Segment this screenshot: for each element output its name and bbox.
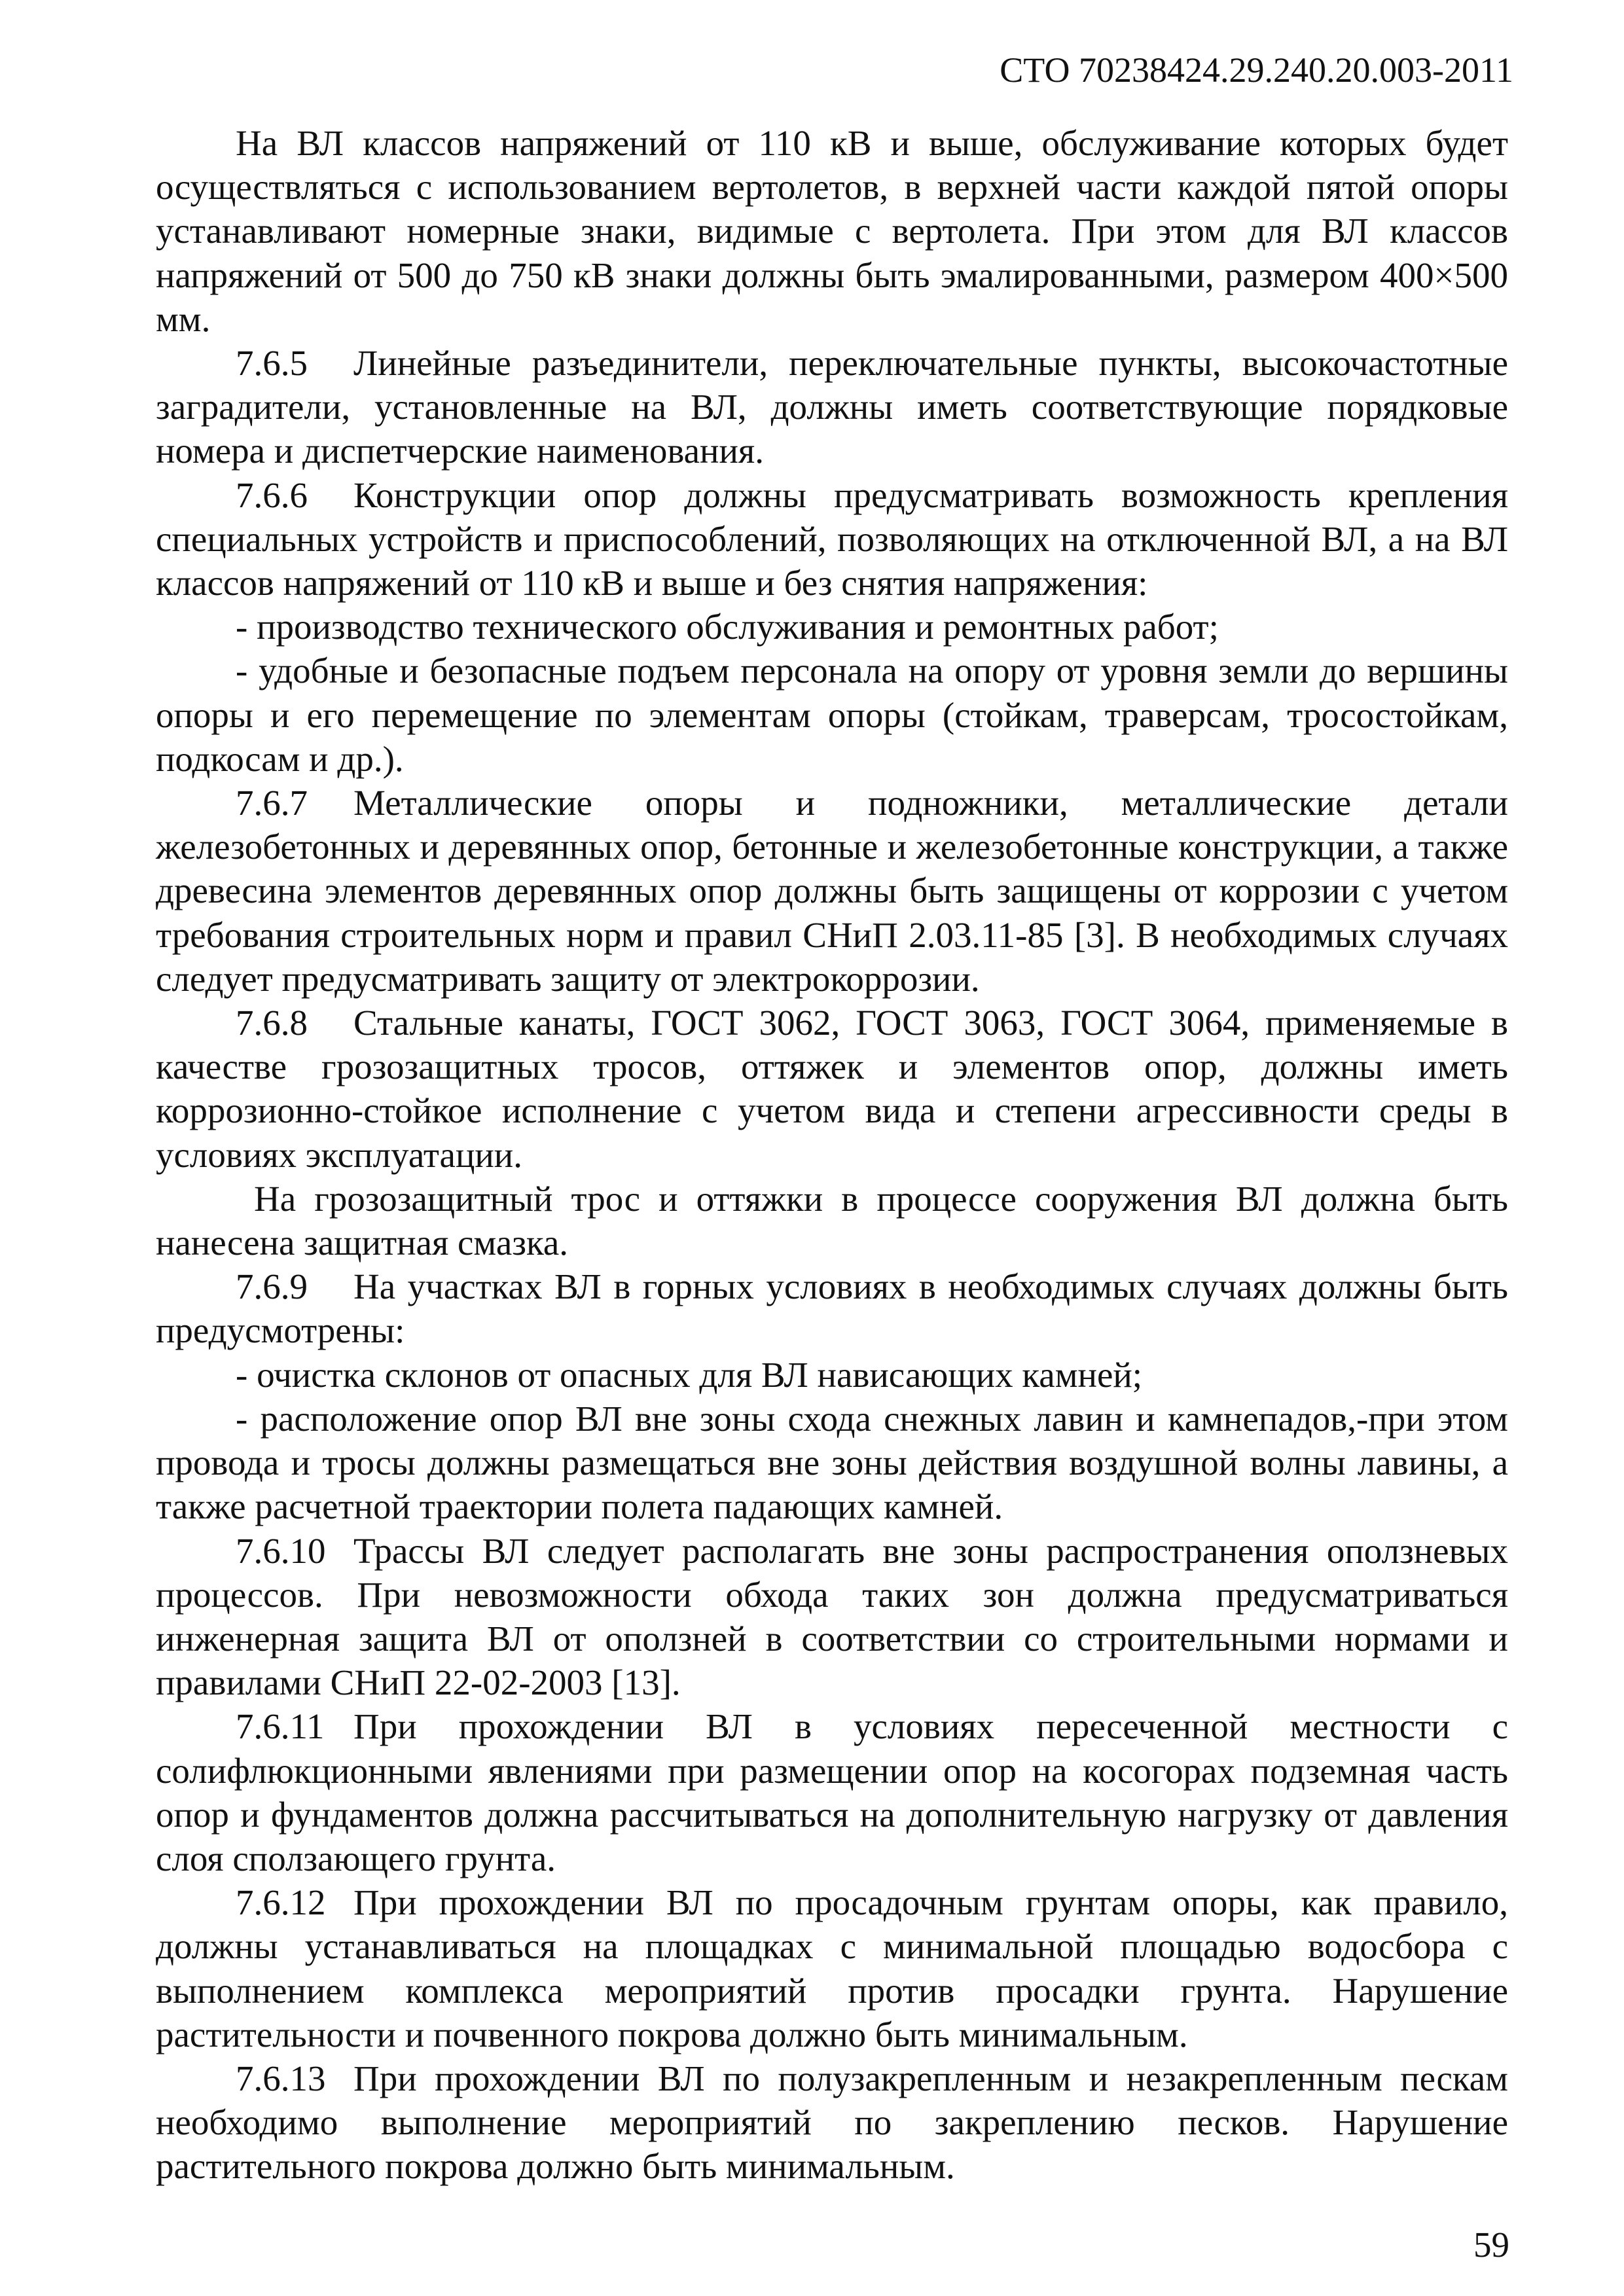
list-item-text: - удобные и безопасные подъем персонала на опору от уровня земли до вершины опоры и его перемещение по элементам опоры (стойкам, траверсам, тросостойкам, подкосам и др.).	[156, 651, 1508, 779]
list-item	[156, 649, 1508, 781]
clause-7-6-9	[156, 1265, 1508, 1352]
document-body	[156, 121, 1508, 2189]
clause-text: При прохождении ВЛ по полузакрепленным и незакрепленным пескам необходимо выполнение мероприятий по закреплению песков. Нарушение растительного покрова должно быть минимальным.	[156, 2058, 1508, 2187]
clause-7-6-8	[156, 1001, 1508, 1177]
clause-7-6-13	[156, 2056, 1508, 2189]
list-item	[156, 1397, 1508, 1529]
list-item	[156, 605, 1508, 649]
clause-text: Трассы ВЛ следует располагать вне зоны распространения оползневых процессов. При невозможности обхода таких зон должна предусматриваться инженерная защита ВЛ от оползней в соответствии со строительными нормами и правилами СНиП 22-02-2003 [13].	[156, 1530, 1508, 1703]
document-code-header: СТО 70238424.29.240.20.003-2011	[1000, 50, 1513, 90]
clause-text: При прохождении ВЛ в условиях пересеченной местности с солифлюкционными явлениями при размещении опор на косогорах подземная часть опор и фундаментов должна рассчитываться на дополнительную нагрузку от давления слоя сползающего грунта.	[156, 1706, 1508, 1878]
clause-number: 7.6.13	[236, 2058, 326, 2098]
clause-number: 7.6.5	[236, 343, 308, 384]
clause-number: 7.6.10	[236, 1530, 326, 1571]
page-number: 59	[1473, 2225, 1509, 2265]
clause-text: Стальные канаты, ГОСТ 3062, ГОСТ 3063, ГОСТ 3064, применяемые в качестве грозозащитных тросов, оттяжек и элементов опор, должны иметь коррозионно-стойкое исполнение с учетом вида и степени агрессивности среды в условиях эксплуатации.	[156, 1003, 1508, 1175]
clause-7-6-5	[156, 341, 1508, 473]
paragraph-helicopter-markers	[156, 121, 1508, 341]
clause-number: 7.6.8	[236, 1003, 308, 1043]
clause-number: 7.6.11	[236, 1706, 325, 1747]
clause-7-6-6	[156, 473, 1508, 605]
clause-text: При прохождении ВЛ по просадочным грунтам опоры, как правило, должны устанавливаться на площадках с минимальной площадью водосбора с выполнением комплекса мероприятий против просадки грунта. Нарушение растительности и почвенного покрова должно быть минимальным.	[156, 1882, 1508, 2054]
list-item-text: - производство технического обслуживания и ремонтных работ;	[236, 607, 1219, 647]
clause-number: 7.6.12	[236, 1882, 326, 1923]
clause-7-6-10	[156, 1529, 1508, 1705]
clause-number: 7.6.9	[236, 1266, 308, 1307]
paragraph-protective-grease	[156, 1177, 1508, 1265]
clause-7-6-12	[156, 1880, 1508, 2056]
clause-text: Металлические опоры и подножники, металлические детали железобетонных и деревянных опор, бетонные и железобетонные конструкции, а также древесина элементов деревянных опор должны быть защищены от коррозии с учетом требования строительных норм и правил СНиП 2.03.11-85 [3]. В необходимых случаях следует предусматривать защиту от электрокоррозии.	[156, 783, 1508, 999]
clause-7-6-11	[156, 1704, 1508, 1880]
paragraph-text: На грозозащитный трос и оттяжки в процессе сооружения ВЛ должна быть нанесена защитная смазка.	[156, 1178, 1508, 1263]
clause-number: 7.6.6	[236, 475, 308, 515]
list-item	[156, 1353, 1508, 1397]
clause-number: 7.6.7	[236, 783, 308, 823]
list-item-text: - очистка склонов от опасных для ВЛ нависающих камней;	[236, 1354, 1143, 1395]
paragraph-text: На ВЛ классов напряжений от 110 кВ и выше, обслуживание которых будет осуществляться с использованием вертолетов, в верхней части каждой пятой опоры устанавливают номерные знаки, видимые с вертолета. При этом для ВЛ классов напряжений от 500 до 750 кВ знаки должны быть эмалированными, размером 400×500 мм.	[156, 123, 1508, 339]
clause-7-6-7	[156, 781, 1508, 1001]
clause-text: На участках ВЛ в горных условиях в необходимых случаях должны быть предусмотрены:	[156, 1266, 1508, 1351]
clause-text: Линейные разъединители, переключательные пункты, высокочастотные заградители, установленные на ВЛ, должны иметь соответствующие порядковые номера и диспетчерские наименования.	[156, 343, 1508, 471]
list-item-text: - расположение опор ВЛ вне зоны схода снежных лавин и камнепадов,-при этом провода и тросы должны размещаться вне зоны действия воздушной волны лавины, а также расчетной траектории полета падающих камней.	[156, 1398, 1508, 1527]
clause-text: Конструкции опор должны предусматривать возможность крепления специальных устройств и приспособлений, позволяющих на отключенной ВЛ, а на ВЛ классов напряжений от 110 кВ и выше и без снятия напряжения:	[156, 475, 1508, 603]
